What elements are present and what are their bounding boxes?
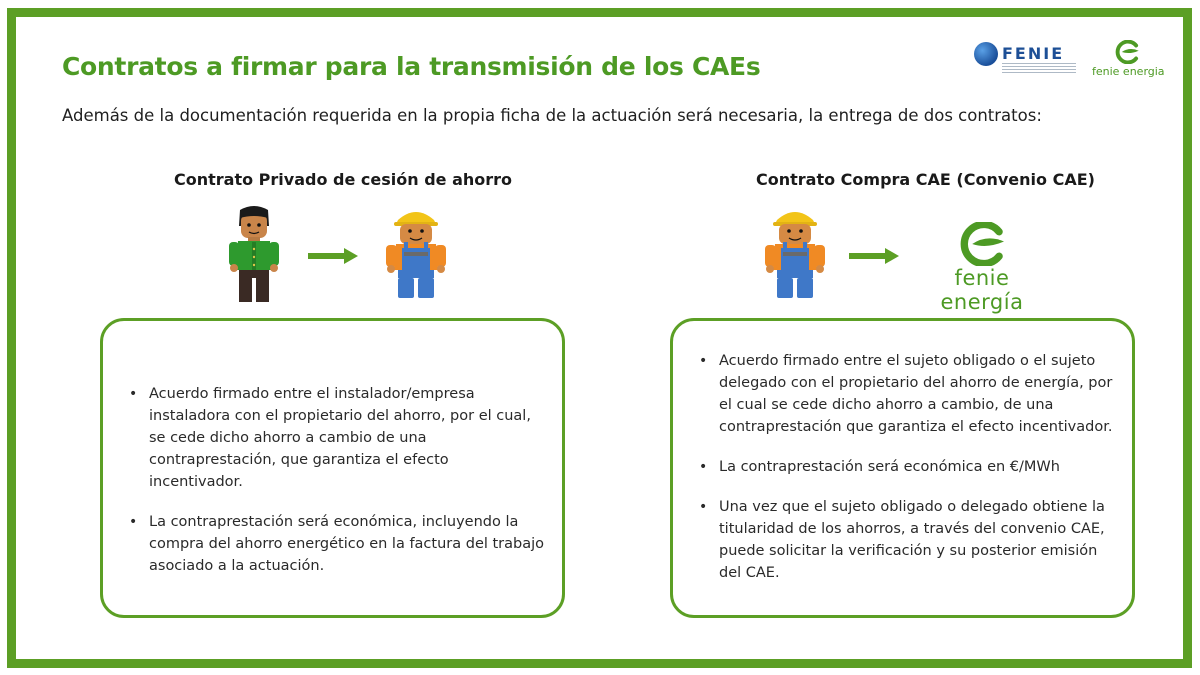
header-logos <box>972 40 1172 84</box>
fenie-energia-logo-icon <box>957 222 1007 266</box>
globe-icon <box>974 42 998 66</box>
fenie-energia-brand <box>912 222 1052 314</box>
worker-figure-icon <box>382 204 450 300</box>
list-item: • La contraprestación será económica, incluyendo la compra del ahorro energético en la factura del trabajo asociado a la actuación. <box>125 511 545 577</box>
arrow-right-icon <box>308 247 358 265</box>
list-item: • Una vez que el sujeto obligado o delegado obtiene la titularidad de los ahorros, a través del convenio CAE, puede solicitar la verificación y su posterior emisión del CAE. <box>695 496 1120 584</box>
right-bullet-list <box>695 350 1120 584</box>
slide-subtitle: Además de la documentación requerida en la propia ficha de la actuación será necesaria, la entrega de dos contratos: <box>62 106 1042 125</box>
fenie-energia-brand-text: fenie energía <box>940 266 1024 314</box>
right-heading: Contrato Compra CAE (Convenio CAE) <box>756 170 1095 189</box>
left-heading: Contrato Privado de cesión de ahorro <box>174 170 513 189</box>
arrow-right-icon <box>849 247 899 265</box>
right-contract-card <box>670 318 1135 618</box>
owner-figure-icon <box>226 204 282 304</box>
fenie-logo-text: FENIE <box>1002 44 1065 63</box>
fenie-logo-icon <box>972 42 1078 72</box>
fenie-energia-logo-small <box>1092 40 1165 78</box>
fenie-energia-logo-icon <box>1114 40 1140 64</box>
left-bullet-list <box>125 383 545 577</box>
fenie-logo-tagline <box>1002 63 1076 75</box>
list-item: • Acuerdo firmado entre el sujeto obligado o el sujeto delegado con el propietario del ahorro de energía, por el cual se cede dicho ahorro a cambio, de una contraprestación que garantiza el efecto incentivador. <box>695 350 1120 438</box>
list-item: • Acuerdo firmado entre el instalador/empresa instaladora con el propietario del ahorro, por el cual, se cede dicho ahorro a cambio de una contraprestación, que garantiza el efecto incentivador. <box>125 383 545 493</box>
fenie-energia-logo-text: fenie energia <box>1092 65 1165 78</box>
list-item: • La contraprestación será económica en €/MWh <box>695 456 1120 478</box>
slide-title: Contratos a firmar para la transmisión de los CAEs <box>62 52 761 81</box>
left-contract-card <box>100 318 565 618</box>
worker-figure-icon <box>761 204 829 300</box>
